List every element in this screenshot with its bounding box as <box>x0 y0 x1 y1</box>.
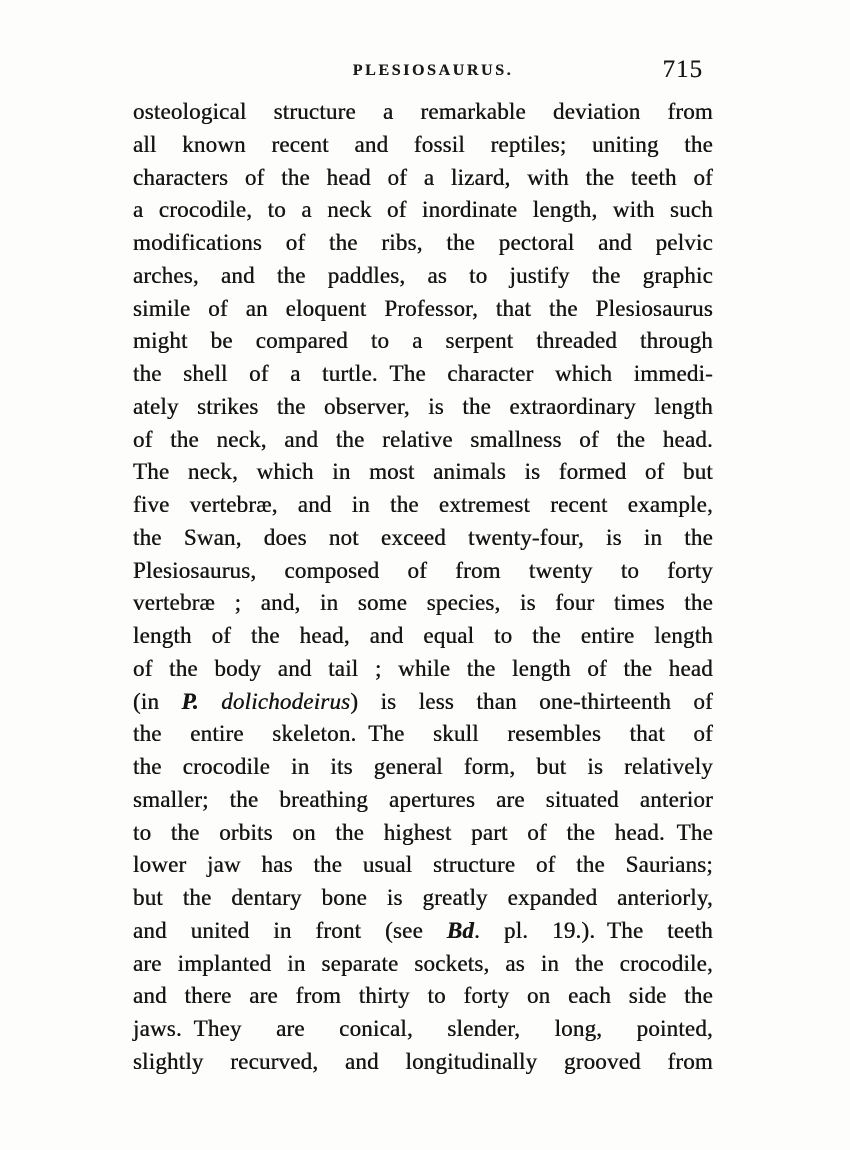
text-line: the entire skeleton. The skull resembles that of <box>133 721 713 747</box>
text-line: and there are from thirty to forty on each side the <box>133 983 713 1009</box>
text-line: the Swan, does not exceed twenty-four, is in the <box>133 524 713 550</box>
page-number: 715 <box>662 56 703 83</box>
text-line: (in P. dolichodeirus) is less than one-thirteenth of <box>133 688 713 714</box>
text-line: ately strikes the observer, is the extraordinary length <box>133 393 713 419</box>
text-line: but the dentary bone is greatly expanded anteriorly, <box>133 885 713 910</box>
text-line: osteological structure a remarkable deviation from <box>133 99 713 124</box>
text-line: the shell of a turtle. The character which immedi- <box>133 361 713 386</box>
running-head <box>133 58 713 90</box>
text-line: and united in front (see Bd. pl. 19.). The teeth <box>133 917 713 943</box>
text-line: a crocodile, to a neck of inordinate length, with such <box>133 197 713 223</box>
running-head-title: PLESIOSAURUS. <box>352 62 514 79</box>
text-line: of the neck, and the relative smallness of the head. <box>133 426 713 452</box>
text-line: characters of the head of a lizard, with the teeth of <box>133 164 713 190</box>
text-line: are implanted in separate sockets, as in the crocodile, <box>133 950 713 976</box>
text-line: of the body and tail ; while the length of the head <box>133 655 713 681</box>
text-line: the crocodile in its general form, but is relatively <box>133 754 713 779</box>
text-line: simile of an eloquent Professor, that the Plesiosaurus <box>133 295 713 321</box>
text-line: all known recent and fossil reptiles; uniting the <box>133 131 713 157</box>
text-line: modifications of the ribs, the pectoral and pelvic <box>133 230 713 255</box>
text-line: lower jaw has the usual structure of the Saurians; <box>133 852 713 878</box>
text-line: five vertebræ, and in the extremest recent example, <box>133 492 713 517</box>
text-line: The neck, which in most animals is formed of but <box>133 459 713 485</box>
text-line: slightly recurved, and longitudinally grooved from <box>133 1048 713 1074</box>
text-line: to the orbits on the highest part of the head. The <box>133 819 713 845</box>
text-line: length of the head, and equal to the entire length <box>133 623 713 648</box>
text-line: Plesiosaurus, composed of from twenty to forty <box>133 557 713 583</box>
page-body <box>133 96 713 1079</box>
text-line: might be compared to a serpent threaded through <box>133 328 713 354</box>
text-line: arches, and the paddles, as to justify the graphic <box>133 262 713 288</box>
text-line: smaller; the breathing apertures are situated anterior <box>133 786 713 812</box>
text-line: jaws. They are conical, slender, long, pointed, <box>133 1016 713 1041</box>
text-line: vertebræ ; and, in some species, is four times the <box>133 590 713 616</box>
